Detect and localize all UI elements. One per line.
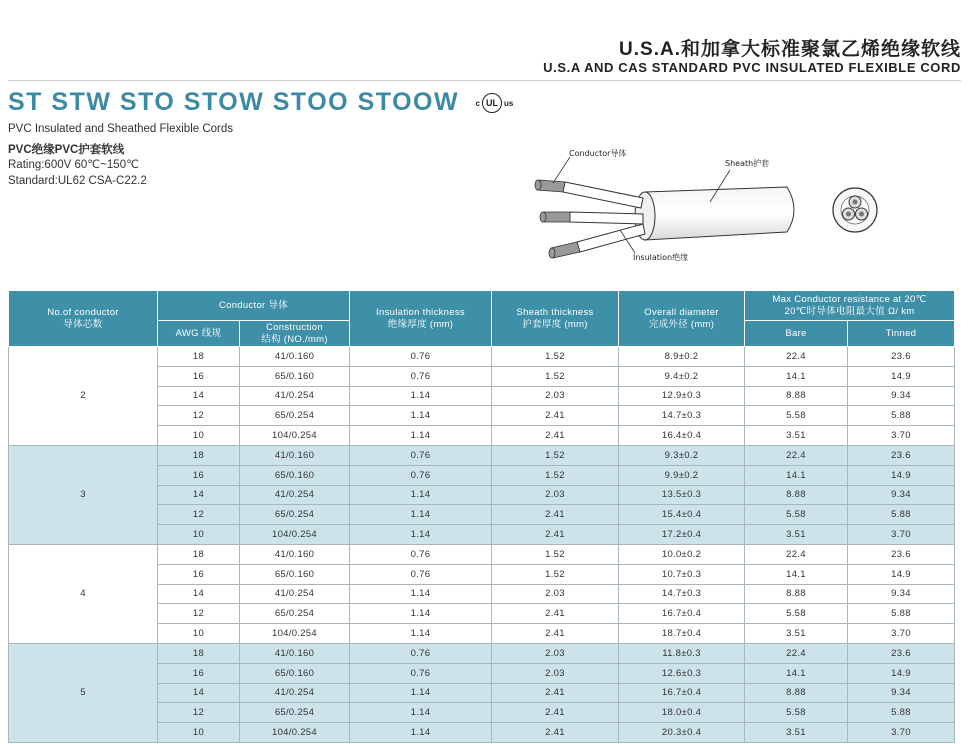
- bare-resistance-cell: 3.51: [745, 624, 848, 644]
- insulation-cell: 1.14: [350, 426, 492, 446]
- bare-resistance-cell: 22.4: [745, 544, 848, 564]
- header-resistance: [745, 291, 955, 321]
- sheath-cell: 1.52: [492, 445, 619, 465]
- sheath-cell: 1.52: [492, 465, 619, 485]
- diameter-cell: 10.0±0.2: [619, 544, 745, 564]
- tinned-resistance-cell: 14.9: [848, 465, 955, 485]
- tinned-resistance-cell: 5.88: [848, 406, 955, 426]
- header-conductor: Conductor 导体: [158, 291, 350, 321]
- insulation-cell: 0.76: [350, 544, 492, 564]
- awg-cell: 18: [158, 347, 240, 367]
- awg-cell: 16: [158, 663, 240, 683]
- awg-cell: 18: [158, 445, 240, 465]
- insulation-cell: 1.14: [350, 525, 492, 545]
- tinned-resistance-cell: 9.34: [848, 386, 955, 406]
- header-tinned: Tinned: [848, 321, 955, 347]
- header-sheath-cn: 护套厚度 (mm): [522, 318, 588, 330]
- diameter-cell: 20.3±0.4: [619, 723, 745, 743]
- conductor-count-cell: 3: [9, 445, 158, 544]
- diameter-cell: 16.4±0.4: [619, 426, 745, 446]
- cert-prefix: c: [475, 98, 480, 108]
- tinned-resistance-cell: 14.9: [848, 366, 955, 386]
- sheath-cell: 2.03: [492, 386, 619, 406]
- tinned-resistance-cell: 3.70: [848, 525, 955, 545]
- diameter-cell: 10.7±0.3: [619, 564, 745, 584]
- rating: Rating:600V 60℃~150℃: [8, 159, 140, 171]
- header-diameter-cn: 完成外径 (mm): [648, 318, 715, 330]
- diameter-cell: 11.8±0.3: [619, 643, 745, 663]
- tinned-resistance-cell: 23.6: [848, 544, 955, 564]
- insulation-label: Insulation绝缘: [633, 253, 689, 262]
- header-insulation: [350, 291, 492, 347]
- awg-cell: 12: [158, 406, 240, 426]
- sheath-cell: 2.03: [492, 485, 619, 505]
- construction-cell: 65/0.254: [240, 406, 350, 426]
- sheath-cell: 2.41: [492, 525, 619, 545]
- diameter-cell: 17.2±0.4: [619, 525, 745, 545]
- awg-cell: 10: [158, 525, 240, 545]
- sheath-cell: 2.03: [492, 584, 619, 604]
- header-conductors: [9, 291, 158, 347]
- insulation-cell: 0.76: [350, 643, 492, 663]
- construction-cell: 65/0.160: [240, 564, 350, 584]
- tinned-resistance-cell: 5.88: [848, 505, 955, 525]
- insulation-cell: 0.76: [350, 366, 492, 386]
- header-insulation-cn: 绝缘厚度 (mm): [387, 318, 454, 330]
- bare-resistance-cell: 3.51: [745, 723, 848, 743]
- construction-cell: 104/0.254: [240, 624, 350, 644]
- sheath-cell: 2.03: [492, 643, 619, 663]
- insulation-cell: 1.14: [350, 604, 492, 624]
- bare-resistance-cell: 14.1: [745, 465, 848, 485]
- bare-resistance-cell: 8.88: [745, 485, 848, 505]
- header-sheath: [492, 291, 619, 347]
- title-cn: U.S.A.和加拿大标准聚氯乙烯绝缘软线: [619, 39, 961, 60]
- table-row: [9, 347, 955, 367]
- diameter-cell: 18.7±0.4: [619, 624, 745, 644]
- header-diameter: [619, 291, 745, 347]
- bare-resistance-cell: 22.4: [745, 445, 848, 465]
- cul-us-mark: [476, 93, 514, 113]
- insulation-cell: 1.14: [350, 703, 492, 723]
- tinned-resistance-cell: 9.34: [848, 584, 955, 604]
- tinned-resistance-cell: 23.6: [848, 347, 955, 367]
- tinned-resistance-cell: 5.88: [848, 604, 955, 624]
- awg-cell: 14: [158, 386, 240, 406]
- header-awg: AWG 线规: [158, 321, 240, 347]
- sheath-cell: 2.41: [492, 505, 619, 525]
- awg-cell: 12: [158, 703, 240, 723]
- cable-cross-section-icon: [830, 185, 880, 235]
- header-bare: Bare: [745, 321, 848, 347]
- conductor-count-cell: 5: [9, 643, 158, 742]
- table-row: [9, 643, 955, 663]
- diameter-cell: 12.6±0.3: [619, 663, 745, 683]
- cert-suffix: us: [503, 98, 514, 108]
- awg-cell: 12: [158, 505, 240, 525]
- diameter-cell: 12.9±0.3: [619, 386, 745, 406]
- bare-resistance-cell: 3.51: [745, 525, 848, 545]
- insulation-cell: 0.76: [350, 445, 492, 465]
- construction-cell: 104/0.254: [240, 525, 350, 545]
- tinned-resistance-cell: 3.70: [848, 426, 955, 446]
- diameter-cell: 9.4±0.2: [619, 366, 745, 386]
- sheath-cell: 2.03: [492, 663, 619, 683]
- sheath-label: Sheath护套: [725, 159, 770, 168]
- insulation-cell: 1.14: [350, 723, 492, 743]
- construction-cell: 65/0.160: [240, 663, 350, 683]
- header-construction-cn: 结构 (NO./mm): [261, 333, 328, 345]
- sheath-cell: 2.41: [492, 426, 619, 446]
- diameter-cell: 14.7±0.3: [619, 584, 745, 604]
- awg-cell: 14: [158, 485, 240, 505]
- diameter-cell: 9.9±0.2: [619, 465, 745, 485]
- awg-cell: 10: [158, 723, 240, 743]
- awg-cell: 16: [158, 465, 240, 485]
- header-resistance-en: Max Conductor resistance at 20℃: [772, 293, 927, 305]
- awg-cell: 18: [158, 544, 240, 564]
- model-names: ST STW STO STOW STOO STOOW: [8, 88, 460, 116]
- header-construction: [240, 321, 350, 347]
- awg-cell: 14: [158, 584, 240, 604]
- construction-cell: 65/0.160: [240, 366, 350, 386]
- conductor-label: Conductor导体: [569, 149, 627, 158]
- sheath-cell: 1.52: [492, 544, 619, 564]
- sheath-cell: 2.41: [492, 406, 619, 426]
- conductor-leader: [553, 157, 570, 183]
- bare-resistance-cell: 5.58: [745, 703, 848, 723]
- sheath-cell: 1.52: [492, 366, 619, 386]
- diameter-cell: 9.3±0.2: [619, 445, 745, 465]
- tinned-resistance-cell: 14.9: [848, 564, 955, 584]
- sheath-cell: 2.41: [492, 703, 619, 723]
- tinned-resistance-cell: 23.6: [848, 643, 955, 663]
- header-diameter-en: Overall diameter: [644, 306, 719, 318]
- awg-cell: 14: [158, 683, 240, 703]
- table-row: [9, 544, 955, 564]
- diameter-cell: 13.5±0.3: [619, 485, 745, 505]
- diameter-cell: 18.0±0.4: [619, 703, 745, 723]
- model-list: [8, 88, 513, 117]
- insulation-cell: 1.14: [350, 584, 492, 604]
- header-resistance-cn: 20℃时导体电阻最大值 Ω/ km: [784, 305, 915, 317]
- bare-resistance-cell: 22.4: [745, 347, 848, 367]
- awg-cell: 18: [158, 643, 240, 663]
- awg-cell: 10: [158, 624, 240, 644]
- header-rule: [8, 80, 961, 81]
- sheath-cell: 2.41: [492, 624, 619, 644]
- bare-resistance-cell: 8.88: [745, 386, 848, 406]
- construction-cell: 41/0.254: [240, 683, 350, 703]
- sheath-cell: 2.41: [492, 604, 619, 624]
- tinned-resistance-cell: 23.6: [848, 445, 955, 465]
- construction-cell: 104/0.254: [240, 723, 350, 743]
- description-en: PVC Insulated and Sheathed Flexible Cords: [8, 123, 234, 135]
- insulation-cell: 0.76: [350, 465, 492, 485]
- tinned-resistance-cell: 5.88: [848, 703, 955, 723]
- tinned-resistance-cell: 3.70: [848, 624, 955, 644]
- construction-cell: 41/0.254: [240, 386, 350, 406]
- construction-cell: 41/0.160: [240, 544, 350, 564]
- bare-resistance-cell: 5.58: [745, 604, 848, 624]
- construction-cell: 41/0.160: [240, 643, 350, 663]
- header-conductors-en: No.of conductor: [47, 306, 119, 318]
- bare-resistance-cell: 8.88: [745, 683, 848, 703]
- construction-cell: 65/0.254: [240, 703, 350, 723]
- bare-resistance-cell: 14.1: [745, 564, 848, 584]
- spec-table: [8, 290, 955, 743]
- awg-cell: 16: [158, 366, 240, 386]
- insulation-cell: 1.14: [350, 386, 492, 406]
- construction-cell: 104/0.254: [240, 426, 350, 446]
- bare-resistance-cell: 8.88: [745, 584, 848, 604]
- header-construction-en: Construction: [266, 321, 323, 333]
- sheath-cell: 1.52: [492, 347, 619, 367]
- standard: Standard:UL62 CSA-C22.2: [8, 175, 147, 187]
- insulated-cores: [563, 182, 645, 252]
- ul-logo-icon: UL: [482, 93, 502, 113]
- sheath-cell: 2.41: [492, 723, 619, 743]
- construction-cell: 65/0.254: [240, 604, 350, 624]
- insulation-cell: 1.14: [350, 624, 492, 644]
- spec-table-body: [9, 347, 955, 743]
- diameter-cell: 14.7±0.3: [619, 406, 745, 426]
- sheath-cell: 1.52: [492, 564, 619, 584]
- bare-resistance-cell: 22.4: [745, 643, 848, 663]
- sheath-cell: 2.41: [492, 683, 619, 703]
- diameter-cell: 15.4±0.4: [619, 505, 745, 525]
- table-row: [9, 445, 955, 465]
- tinned-resistance-cell: 14.9: [848, 663, 955, 683]
- diameter-cell: 16.7±0.4: [619, 604, 745, 624]
- construction-cell: 41/0.160: [240, 347, 350, 367]
- header-sheath-en: Sheath thickness: [516, 306, 594, 318]
- title-en: U.S.A AND CAS STANDARD PVC INSULATED FLEXIBLE CORD: [543, 60, 961, 75]
- insulation-cell: 1.14: [350, 683, 492, 703]
- conductor-count-cell: 4: [9, 544, 158, 643]
- bare-resistance-cell: 5.58: [745, 505, 848, 525]
- insulation-cell: 1.14: [350, 485, 492, 505]
- bare-resistance-cell: 5.58: [745, 406, 848, 426]
- construction-cell: 65/0.254: [240, 505, 350, 525]
- construction-cell: 65/0.160: [240, 465, 350, 485]
- insulation-cell: 1.14: [350, 505, 492, 525]
- bare-resistance-cell: 14.1: [745, 663, 848, 683]
- insulation-cell: 0.76: [350, 564, 492, 584]
- header-insulation-en: Insulation thickness: [376, 306, 465, 318]
- diameter-cell: 16.7±0.4: [619, 683, 745, 703]
- tinned-resistance-cell: 9.34: [848, 683, 955, 703]
- bare-resistance-cell: 3.51: [745, 426, 848, 446]
- diameter-cell: 8.9±0.2: [619, 347, 745, 367]
- header-conductors-cn: 导体芯数: [63, 318, 103, 330]
- cable-diagram: [525, 140, 815, 270]
- construction-cell: 41/0.160: [240, 445, 350, 465]
- insulation-cell: 0.76: [350, 663, 492, 683]
- bare-resistance-cell: 14.1: [745, 366, 848, 386]
- description-cn: PVC绝缘PVC护套软线: [8, 144, 125, 156]
- construction-cell: 41/0.254: [240, 485, 350, 505]
- conductor-count-cell: 2: [9, 347, 158, 446]
- tinned-resistance-cell: 9.34: [848, 485, 955, 505]
- tinned-resistance-cell: 3.70: [848, 723, 955, 743]
- awg-cell: 12: [158, 604, 240, 624]
- awg-cell: 10: [158, 426, 240, 446]
- insulation-cell: 1.14: [350, 406, 492, 426]
- construction-cell: 41/0.254: [240, 584, 350, 604]
- awg-cell: 16: [158, 564, 240, 584]
- insulation-cell: 0.76: [350, 347, 492, 367]
